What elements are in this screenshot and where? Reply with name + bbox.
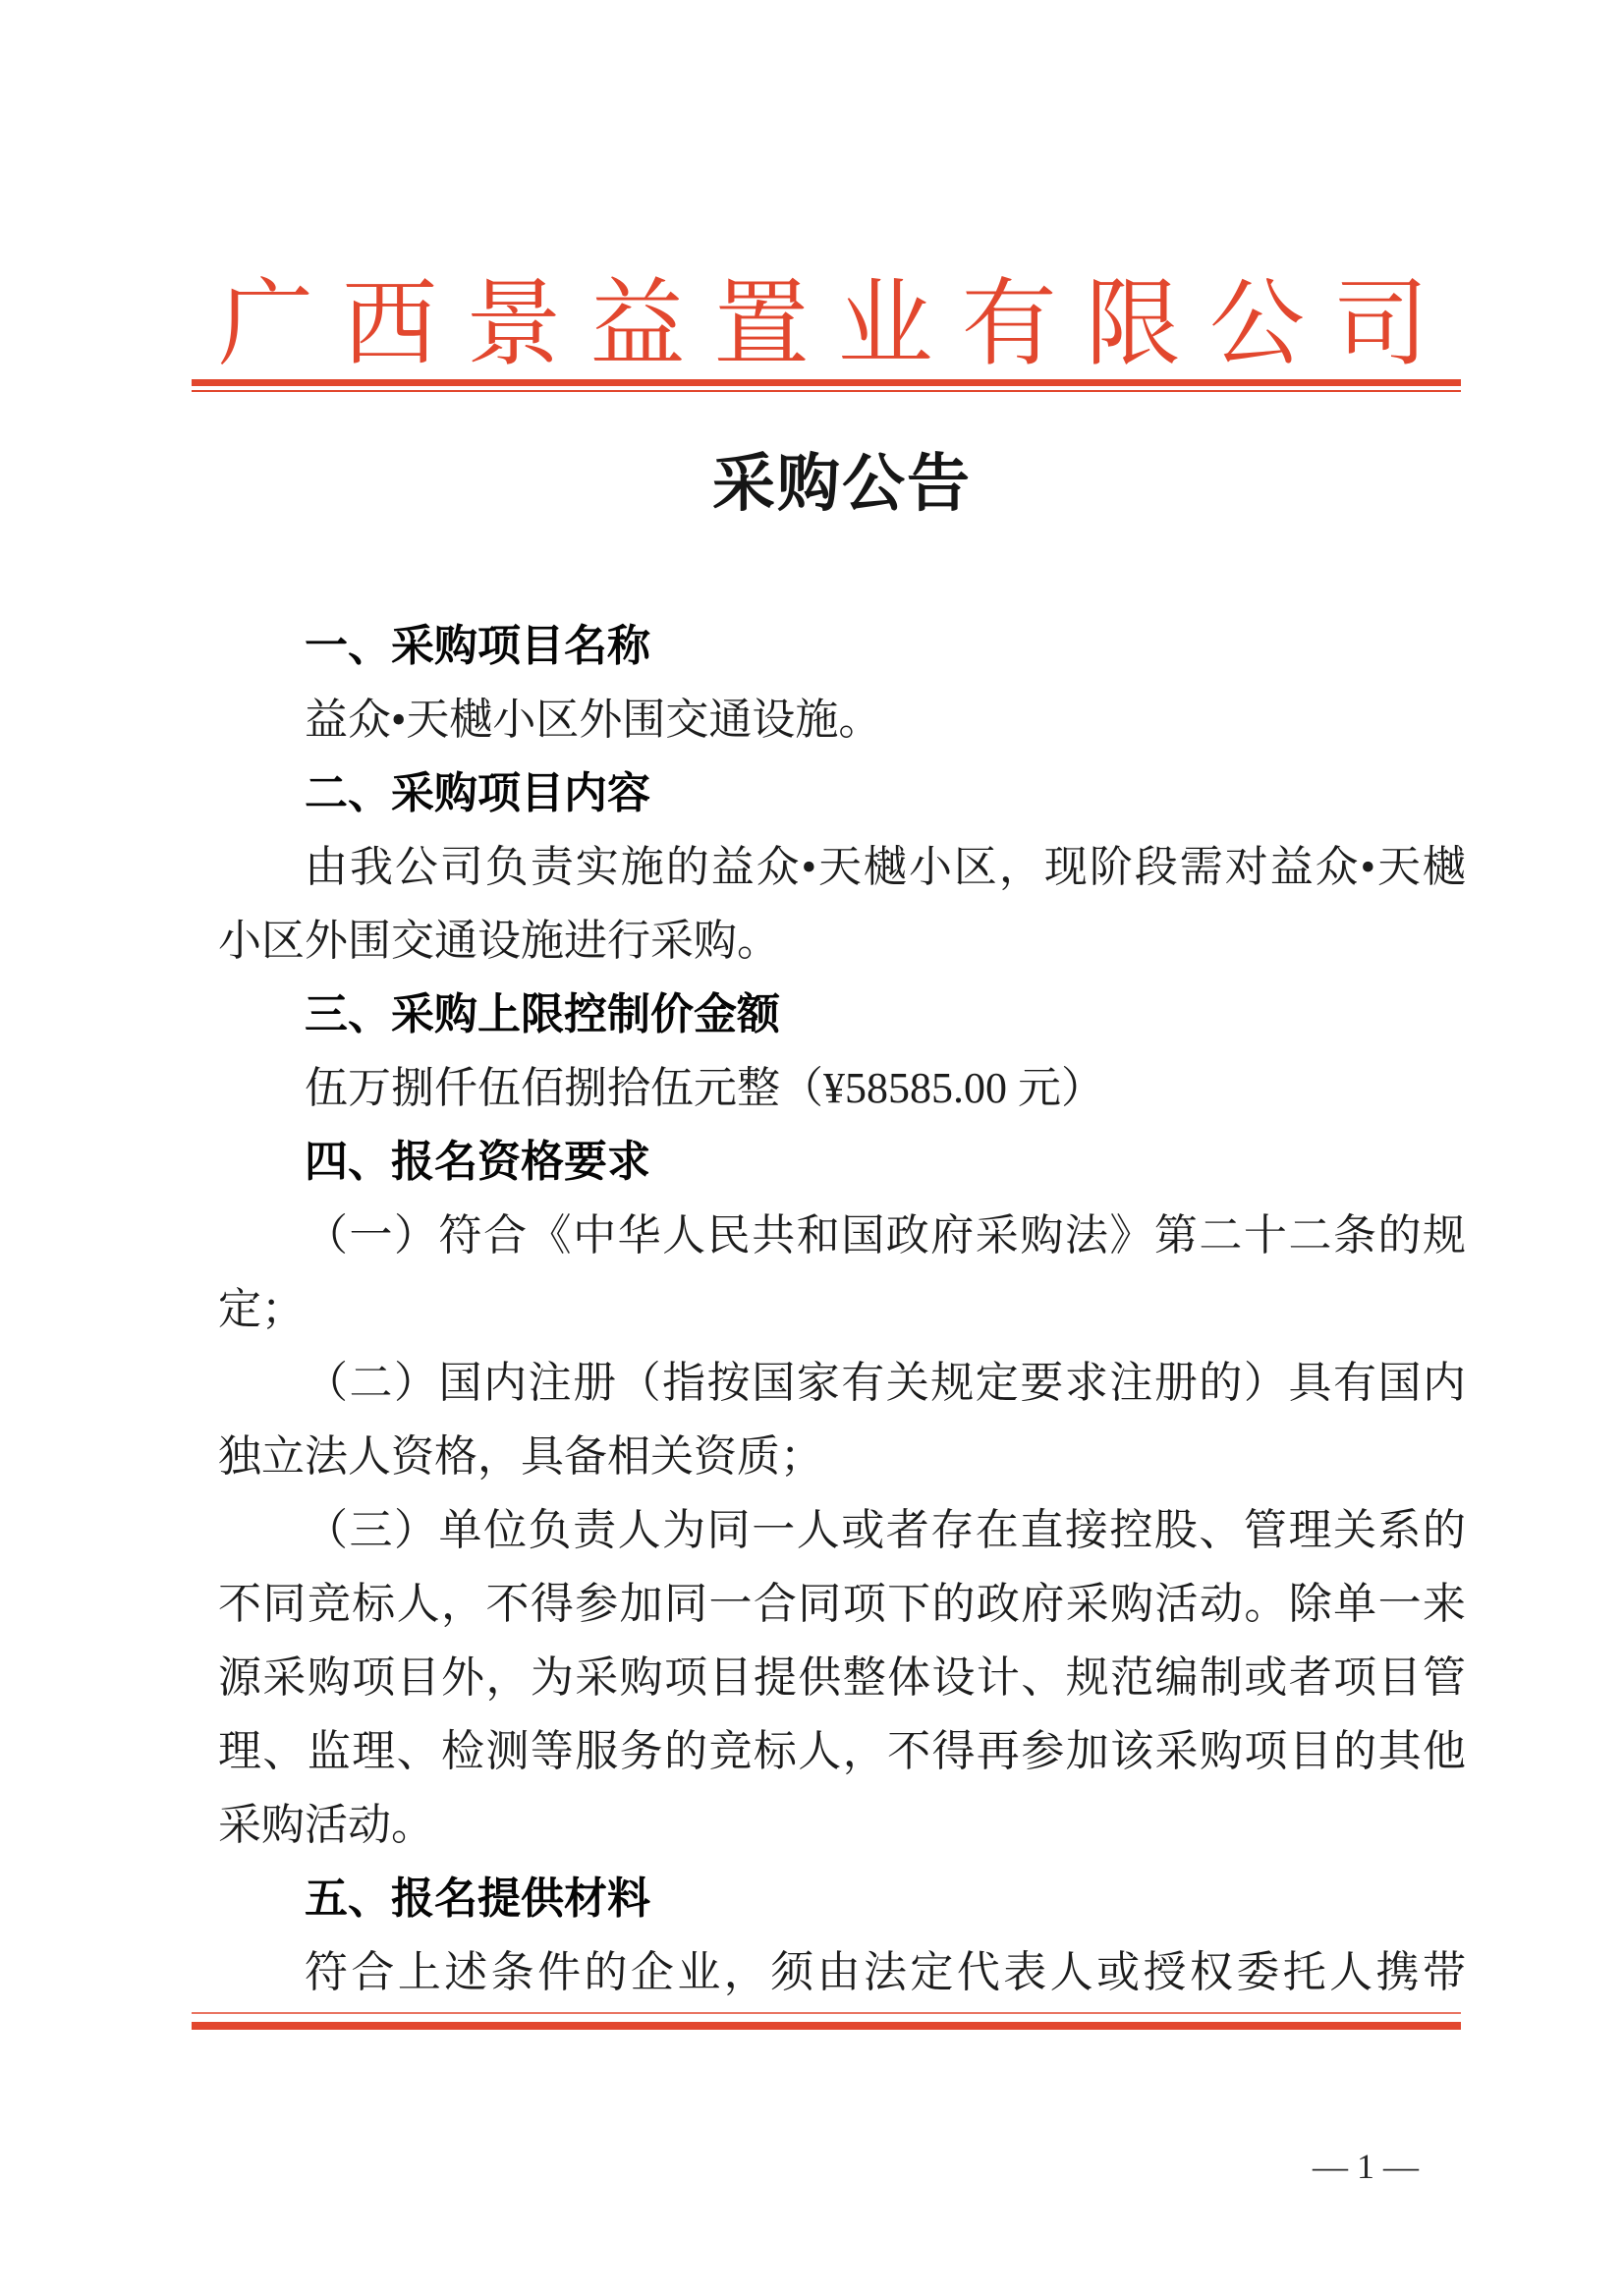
paragraph-line: 小区外围交通设施进行采购。: [218, 917, 780, 965]
section-heading: 三、采购上限控制价金额: [305, 990, 780, 1038]
paragraph-line: 符合上述条件的企业，须由法定代表人或授权委托人携带: [305, 1948, 1466, 1996]
company-name-char: 公: [1208, 272, 1305, 377]
footer-rule-thin: [192, 2012, 1461, 2014]
paragraph-line: （三）单位负责人为同一人或者存在直接控股、管理关系的: [305, 1506, 1466, 1554]
paragraph-line: （一）符合《中华人民共和国政府采购法》第二十二条的规: [305, 1211, 1466, 1259]
paragraph-line: 采购活动。: [218, 1801, 434, 1849]
company-name-char: 益: [589, 272, 686, 377]
company-name-char: 限: [1085, 272, 1181, 377]
document-body: [218, 609, 1466, 2009]
paragraph-line: 益众•天樾小区外围交通设施。: [305, 696, 882, 744]
letterhead-rule-thick: [192, 379, 1461, 386]
section-heading: 四、报名资格要求: [305, 1138, 650, 1186]
paragraph-line: 由我公司负责实施的益众•天樾小区，现阶段需对益众•天樾: [305, 843, 1466, 891]
paragraph-line: 独立法人资格，具备相关资质；: [218, 1432, 823, 1481]
paragraph-line: 源采购项目外，为采购项目提供整体设计、规范编制或者项目管: [218, 1653, 1466, 1702]
company-name: [218, 273, 1428, 376]
company-name-char: 广: [218, 272, 313, 377]
letterhead-rule-thin: [192, 390, 1461, 392]
section-heading: 一、采购项目名称: [305, 622, 650, 670]
section-heading: 五、报名提供材料: [305, 1875, 650, 1923]
paragraph-line: 不同竞标人，不得参加同一合同项下的政府采购活动。除单一来: [218, 1580, 1466, 1628]
footer-rule-thick: [192, 2022, 1461, 2030]
document-title: 采购公告: [712, 449, 972, 519]
company-name-char: 西: [342, 272, 438, 377]
paragraph-line: 定；: [218, 1285, 305, 1333]
company-name-char: 司: [1332, 272, 1428, 377]
page-number: — 1 —: [1313, 2147, 1419, 2186]
company-name-char: 有: [961, 272, 1057, 377]
paragraph-line: （二）国内注册（指按国家有关规定要求注册的）具有国内: [305, 1359, 1466, 1407]
company-name-char: 景: [466, 272, 562, 377]
section-heading: 二、采购项目内容: [305, 769, 650, 817]
company-name-char: 业: [837, 272, 933, 377]
paragraph-line: 伍万捌仟伍佰捌拾伍元整（¥58585.00 元）: [305, 1064, 1104, 1112]
paragraph-line: 理、监理、检测等服务的竞标人，不得再参加该采购项目的其他: [218, 1727, 1466, 1775]
company-name-char: 置: [713, 272, 810, 377]
